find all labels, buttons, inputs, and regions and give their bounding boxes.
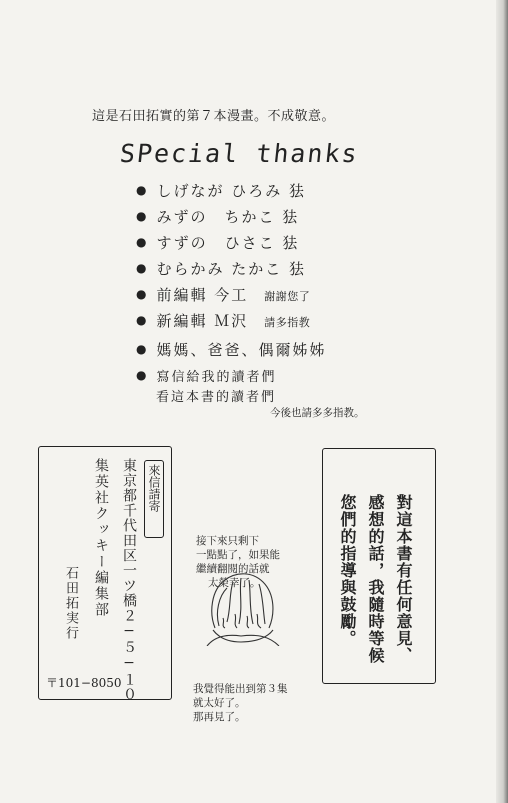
address-line-2: 集英社クッキー編集部 xyxy=(93,458,109,618)
message-line-3: 您們的指導與鼓勵。 xyxy=(338,494,357,647)
thanks-item: ● 前編輯 今工 謝謝您了 xyxy=(136,286,311,304)
intro-text: 這是石田拓實的第７本漫畫。不成敬意。 xyxy=(92,109,336,124)
closing-text: 今後也請多多指教。 xyxy=(270,407,365,419)
message-line-1: 對這本書有任何意見、 xyxy=(394,494,413,664)
bullet-icon: ● xyxy=(136,261,149,275)
address-label: 來信請寄 xyxy=(147,464,161,512)
thanks-item: ● 媽媽、爸爸、偶爾姊姊 xyxy=(136,341,327,359)
thanks-item: 看這本書的讀者們 xyxy=(156,390,277,405)
thanks-item: ● すずの ひさこ 㹤 xyxy=(136,234,300,252)
address-line-3: 石田拓実行 xyxy=(63,566,78,641)
thanks-item: ● 寫信給我的讀者們 xyxy=(136,368,277,385)
address-line-1: 東京都千代田区一ツ橋２−５−１０ xyxy=(121,458,137,702)
thanks-item: ● 新編輯 Ｍ沢 請多指教 xyxy=(136,312,311,330)
bullet-icon: ● xyxy=(136,313,149,327)
bullet-icon: ● xyxy=(136,287,149,301)
girl-illustration xyxy=(205,568,281,646)
bullet-icon: ● xyxy=(136,183,149,197)
speech-top: 接下來只剩下 一點點了，如果能 繼續翻閱的話就 太榮幸了。 xyxy=(196,535,280,589)
page-edge xyxy=(496,0,508,803)
bullet-icon: ● xyxy=(136,368,149,382)
thanks-item: ● みずの ちかこ 㹤 xyxy=(136,208,300,226)
thanks-item: ● しげなが ひろみ 㹤 xyxy=(136,182,307,200)
bullet-icon: ● xyxy=(136,235,149,249)
speech-bottom: 我覺得能出到第３集 就太好了。 那再見了。 xyxy=(193,683,288,723)
thanks-title: SPecial thanks xyxy=(118,139,361,168)
bullet-icon: ● xyxy=(136,342,149,356)
thanks-item: ● むらかみ たかこ 㹤 xyxy=(136,260,307,278)
bullet-icon: ● xyxy=(136,209,149,223)
postal-code: 〒101−8050 xyxy=(46,676,122,690)
message-line-2: 感想的話，我隨時等候 xyxy=(366,494,385,664)
